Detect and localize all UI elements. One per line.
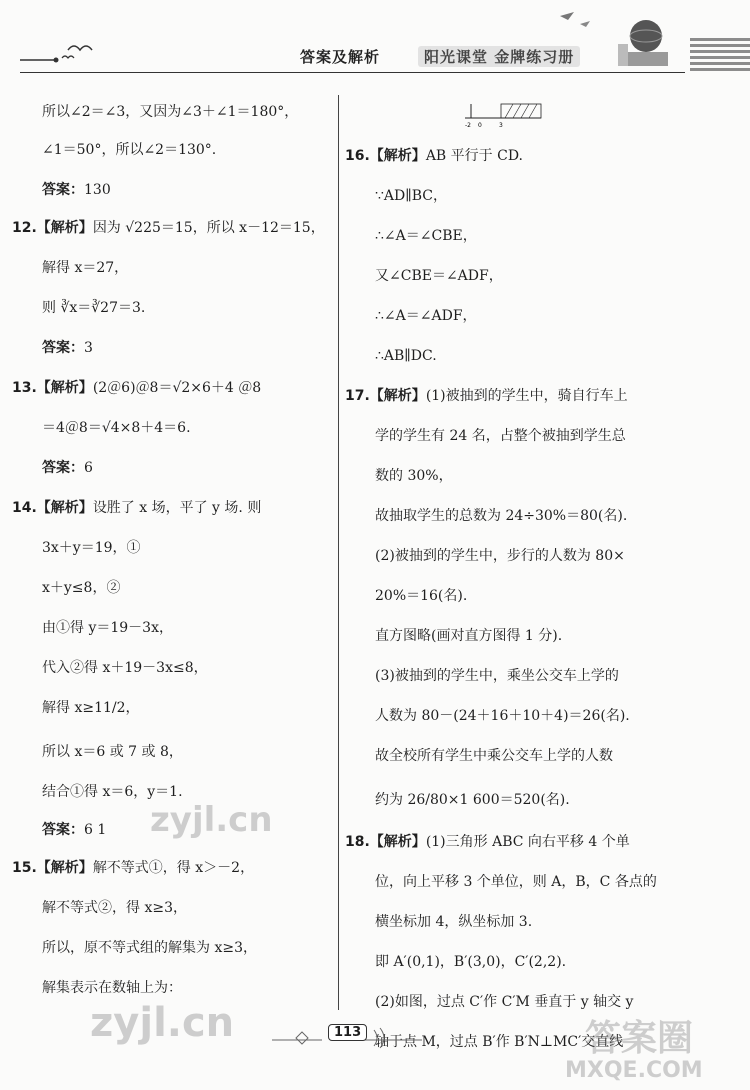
left-line: 所以∠2＝∠3，又因为∠3＋∠1＝180°， <box>42 104 299 120</box>
right-line: 故全校所有学生中乘公交车上学的人数 <box>375 748 613 764</box>
left-line: 解得 x≥11/2， <box>42 700 140 716</box>
right-line: (2)被抽到的学生中，步行的人数为 80× <box>375 548 625 564</box>
left-line: 所以，原不等式组的解集为 x≥3， <box>42 940 257 956</box>
right-line: 18.【解析】(1)三角形 ABC 向右平移 4 个单 <box>345 834 630 850</box>
right-line: 数的 30%， <box>375 468 453 484</box>
watermark-answer-circle: 答案圈 <box>585 1018 694 1059</box>
header-brand: 阳光课堂 金牌练习册 <box>418 46 580 67</box>
numline-label-0: 0 <box>478 122 482 128</box>
left-line: 14.【解析】设胜了 x 场，平了 y 场. 则 <box>12 500 262 516</box>
left-line: 结合①得 x＝6，y＝1. <box>42 784 183 800</box>
left-line: 13.【解析】(2＠6)＠8＝√2×6＋4 ＠8 <box>12 380 262 396</box>
right-line: ∵AD∥BC， <box>375 188 447 204</box>
right-line: ∴∠A＝∠ADF， <box>375 308 477 324</box>
header-rule <box>20 72 685 73</box>
label-prefix: 17.【解析】 <box>345 388 426 404</box>
right-line: 17.【解析】(1)被抽到的学生中，骑自行车上 <box>345 388 628 404</box>
number-line-figure <box>463 98 543 128</box>
header-stripes <box>690 38 750 74</box>
page-footer <box>262 1022 452 1052</box>
label-prefix: 答案： <box>42 340 84 356</box>
right-line: 人数为 80－(24＋16＋10＋4)＝26(名). <box>375 708 630 724</box>
label-prefix: 16.【解析】 <box>345 148 426 164</box>
label-prefix: 12.【解析】 <box>12 220 93 236</box>
right-line: 位，向上平移 3 个单位，则 A，B，C 各点的 <box>375 874 657 890</box>
left-line: 答案：3 <box>42 340 93 356</box>
right-line: 横坐标加 4，纵坐标加 3. <box>375 914 533 930</box>
left-line: 3x＋y＝19，① <box>42 540 141 556</box>
left-line: 所以 x＝6 或 7 或 8， <box>42 744 183 760</box>
header-title: 答案及解析 <box>300 48 381 66</box>
numline-label-3: 3 <box>499 122 503 128</box>
label-prefix: 18.【解析】 <box>345 834 426 850</box>
watermark-mxqe: MXQE.COM <box>565 1058 703 1083</box>
bird-decoration-icon <box>20 36 100 66</box>
page-header <box>0 0 750 80</box>
left-line: 代入②得 x＋19－3x≤8， <box>42 660 208 676</box>
left-line: x＋y≤8，② <box>42 580 121 596</box>
watermark-zyjl-bottom: zyjl.cn <box>90 1000 235 1046</box>
right-line: 轴于点 M，过点 B′作 B′N⊥MC′交直线 <box>375 1034 624 1050</box>
right-line: 约为 26/80×1 600＝520(名). <box>375 792 570 808</box>
page-number: 113 <box>328 1024 367 1041</box>
label-prefix: 答案： <box>42 460 84 476</box>
right-line: 又∠CBE＝∠ADF， <box>375 268 503 284</box>
right-line: 故抽取学生的总数为 24÷30%＝80(名). <box>375 508 628 524</box>
label-prefix: 答案： <box>42 822 84 838</box>
label-prefix: 答案： <box>42 182 84 198</box>
left-line: 答案：6 <box>42 460 93 476</box>
watermark-zyjl-mid: zyjl.cn <box>150 800 273 840</box>
left-line: 答案：130 <box>42 182 111 198</box>
column-divider <box>338 95 339 1010</box>
left-line: 答案：6 1 <box>42 822 107 838</box>
right-line: 20%＝16(名). <box>375 588 468 604</box>
left-line: 则 ∛x＝∛27＝3. <box>42 300 146 316</box>
label-prefix: 14.【解析】 <box>12 500 93 516</box>
right-line: 16.【解析】AB 平行于 CD. <box>345 148 523 164</box>
left-line: 解集表示在数轴上为： <box>42 980 182 996</box>
right-line: 学的学生有 24 名，占整个被抽到学生总 <box>375 428 626 444</box>
left-line: 解不等式②，得 x≥3， <box>42 900 187 916</box>
left-line: 由①得 y＝19－3x， <box>42 620 173 636</box>
label-prefix: 13.【解析】 <box>12 380 93 396</box>
right-line: (2)如图，过点 C′作 C′M 垂直于 y 轴交 y <box>375 994 634 1010</box>
left-line: ∠1＝50°，所以∠2＝130°. <box>42 142 217 158</box>
right-line: ∴AB∥DC. <box>375 348 437 364</box>
right-line: 即 A′(0,1)，B′(3,0)，C′(2,2). <box>375 954 567 970</box>
left-line: ＝4＠8＝√4×8＋4＝6. <box>42 420 191 436</box>
right-line: 直方图略(画对直方图得 1 分). <box>375 628 563 644</box>
globe-decoration-icon <box>560 6 680 70</box>
left-line: 解得 x＝27， <box>42 260 129 276</box>
right-line: (3)被抽到的学生中，乘坐公交车上学的 <box>375 668 619 684</box>
left-line: 15.【解析】解不等式①，得 x＞－2， <box>12 860 255 876</box>
right-line: ∴∠A＝∠CBE， <box>375 228 477 244</box>
label-prefix: 15.【解析】 <box>12 860 93 876</box>
numline-label-neg2: -2 <box>465 122 471 128</box>
left-line: 12.【解析】因为 √225＝15，所以 x－12＝15， <box>12 220 325 236</box>
